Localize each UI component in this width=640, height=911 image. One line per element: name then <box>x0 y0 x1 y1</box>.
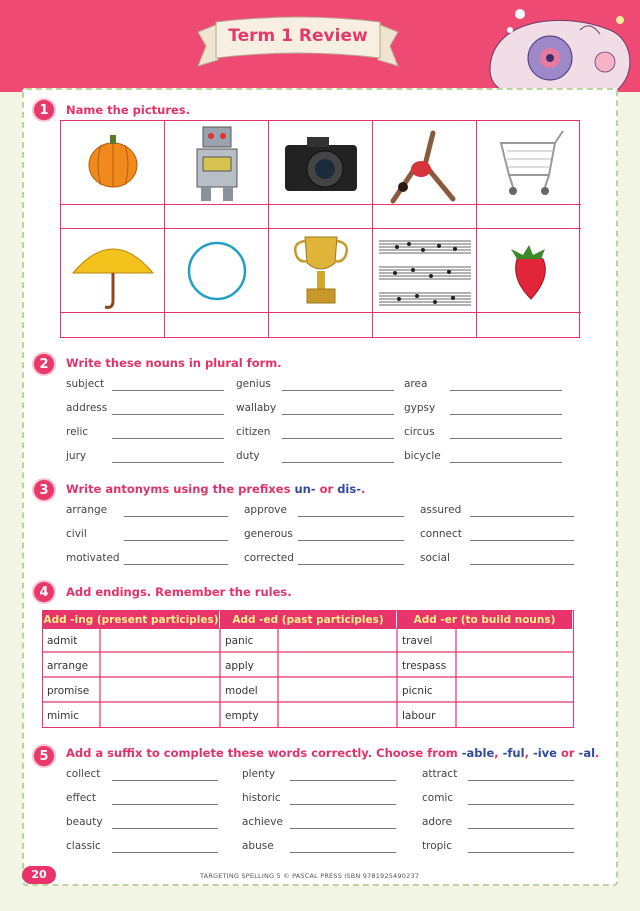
word-label: wallaby <box>236 402 277 414</box>
question-instruction: Write antonyms using the prefixes un- or dis-. <box>66 482 366 496</box>
table-word: panic <box>225 635 254 647</box>
word-label: corrected <box>244 552 294 564</box>
endings-table <box>42 610 574 728</box>
umbrella-icon <box>61 229 165 313</box>
answer-cell[interactable] <box>165 313 269 337</box>
word-label: arrange <box>66 504 108 516</box>
picture-cell <box>373 121 477 205</box>
pumpkin-icon <box>61 121 165 205</box>
table-word: labour <box>402 710 436 722</box>
picture-cell <box>269 229 373 313</box>
table-word: apply <box>225 660 254 672</box>
answer-cell[interactable] <box>269 205 373 229</box>
footer-credit: TARGETING SPELLING 5 © PASCAL PRESS ISBN 9781925490237 <box>200 872 420 880</box>
table-word: model <box>225 685 258 697</box>
table-word: trespass <box>402 660 447 672</box>
question-instruction: Add a suffix to complete these words correctly. Choose from -able, -ful, -ive or -al. <box>66 746 600 760</box>
answer-line[interactable] <box>290 804 396 805</box>
answer-line[interactable] <box>450 390 562 391</box>
answer-line[interactable] <box>112 780 218 781</box>
question-number: 2 <box>32 352 56 376</box>
answer-line[interactable] <box>282 414 394 415</box>
word-label: classic <box>66 840 101 852</box>
picture-cell <box>373 229 477 313</box>
robot-icon <box>165 121 269 205</box>
picture-cell <box>165 229 269 313</box>
word-label: achieve <box>242 816 283 828</box>
word-label: civil <box>66 528 87 540</box>
question-instruction: Name the pictures. <box>66 103 191 117</box>
answer-cell[interactable] <box>477 313 581 337</box>
word-label: genius <box>236 378 271 390</box>
answer-cell[interactable] <box>269 313 373 337</box>
answer-line[interactable] <box>112 390 224 391</box>
answer-line[interactable] <box>290 828 396 829</box>
word-label: effect <box>66 792 97 804</box>
word-label: abuse <box>242 840 274 852</box>
answer-line[interactable] <box>290 780 396 781</box>
picture-cell <box>61 229 165 313</box>
answer-cell[interactable] <box>373 205 477 229</box>
answer-line[interactable] <box>450 438 562 439</box>
table-word: empty <box>225 710 259 722</box>
strawberry-icon <box>477 229 581 313</box>
table-word: travel <box>402 635 433 647</box>
word-label: connect <box>420 528 462 540</box>
answer-line[interactable] <box>290 852 396 853</box>
answer-line[interactable] <box>298 564 404 565</box>
answer-cell[interactable] <box>477 205 581 229</box>
word-label: circus <box>404 426 435 438</box>
word-label: plenty <box>242 768 276 780</box>
picture-cell <box>165 121 269 205</box>
word-label: address <box>66 402 108 414</box>
word-label: approve <box>244 504 287 516</box>
word-label: jury <box>66 450 87 462</box>
prefix-un: un- <box>294 482 316 496</box>
trophy-icon <box>269 229 373 313</box>
answer-line[interactable] <box>112 462 224 463</box>
answer-cell[interactable] <box>165 205 269 229</box>
sheet-music-icon <box>373 229 477 313</box>
answer-cell[interactable] <box>373 313 477 337</box>
answer-line[interactable] <box>298 516 404 517</box>
answer-line[interactable] <box>282 462 394 463</box>
answer-line[interactable] <box>298 540 404 541</box>
word-label: motivated <box>66 552 120 564</box>
column-header: Add -er (to build nouns) <box>397 611 572 629</box>
word-label: attract <box>422 768 458 780</box>
word-label: social <box>420 552 450 564</box>
word-label: generous <box>244 528 293 540</box>
prefix-dis: dis- <box>337 482 361 496</box>
circle-icon <box>165 229 269 313</box>
answer-line[interactable] <box>470 540 574 541</box>
table-grid <box>42 610 574 728</box>
gymnast-icon <box>373 121 477 205</box>
column-header: Add -ing (present participles) <box>43 611 219 629</box>
word-label: comic <box>422 792 454 804</box>
answer-line[interactable] <box>468 852 574 853</box>
word-label: area <box>404 378 428 390</box>
page-number: 20 <box>22 866 56 884</box>
word-label: relic <box>66 426 89 438</box>
question-instruction: Write these nouns in plural form. <box>66 356 282 370</box>
question-number: 1 <box>32 98 56 122</box>
shopping-trolley-icon <box>477 121 581 205</box>
word-label: assured <box>420 504 462 516</box>
camera-icon <box>269 121 373 205</box>
question-number: 3 <box>32 478 56 502</box>
answer-cell[interactable] <box>61 313 165 337</box>
table-word: admit <box>47 635 78 647</box>
answer-line[interactable] <box>124 516 228 517</box>
answer-line[interactable] <box>468 804 574 805</box>
answer-line[interactable] <box>282 438 394 439</box>
picture-cell <box>477 229 581 313</box>
word-label: collect <box>66 768 101 780</box>
word-label: duty <box>236 450 260 462</box>
question-number: 5 <box>32 744 56 768</box>
table-word: picnic <box>402 685 433 697</box>
table-word: arrange <box>47 660 89 672</box>
question-number: 4 <box>32 580 56 604</box>
answer-line[interactable] <box>112 804 218 805</box>
answer-line[interactable] <box>450 462 562 463</box>
word-label: gypsy <box>404 402 436 414</box>
word-label: citizen <box>236 426 271 438</box>
answer-line[interactable] <box>450 414 562 415</box>
column-header: Add -ed (past participles) <box>220 611 396 629</box>
answer-cell[interactable] <box>61 205 165 229</box>
answer-line[interactable] <box>282 390 394 391</box>
answer-line[interactable] <box>468 780 574 781</box>
answer-line[interactable] <box>112 438 224 439</box>
word-label: subject <box>66 378 105 390</box>
picture-cell <box>269 121 373 205</box>
answer-line[interactable] <box>468 828 574 829</box>
picture-cell <box>477 121 581 205</box>
answer-line[interactable] <box>124 540 228 541</box>
answer-line[interactable] <box>470 516 574 517</box>
table-word: promise <box>47 685 90 697</box>
word-label: beauty <box>66 816 103 828</box>
answer-line[interactable] <box>112 414 224 415</box>
answer-line[interactable] <box>112 852 218 853</box>
word-label: historic <box>242 792 281 804</box>
word-label: tropic <box>422 840 452 852</box>
picture-cell <box>61 121 165 205</box>
answer-line[interactable] <box>124 564 228 565</box>
table-word: mimic <box>47 710 80 722</box>
word-label: bicycle <box>404 450 441 462</box>
question-instruction: Add endings. Remember the rules. <box>66 585 292 599</box>
answer-line[interactable] <box>470 564 574 565</box>
answer-line[interactable] <box>112 828 218 829</box>
picture-grid <box>60 120 580 338</box>
page-title: Term 1 Review <box>228 26 368 46</box>
word-label: adore <box>422 816 453 828</box>
